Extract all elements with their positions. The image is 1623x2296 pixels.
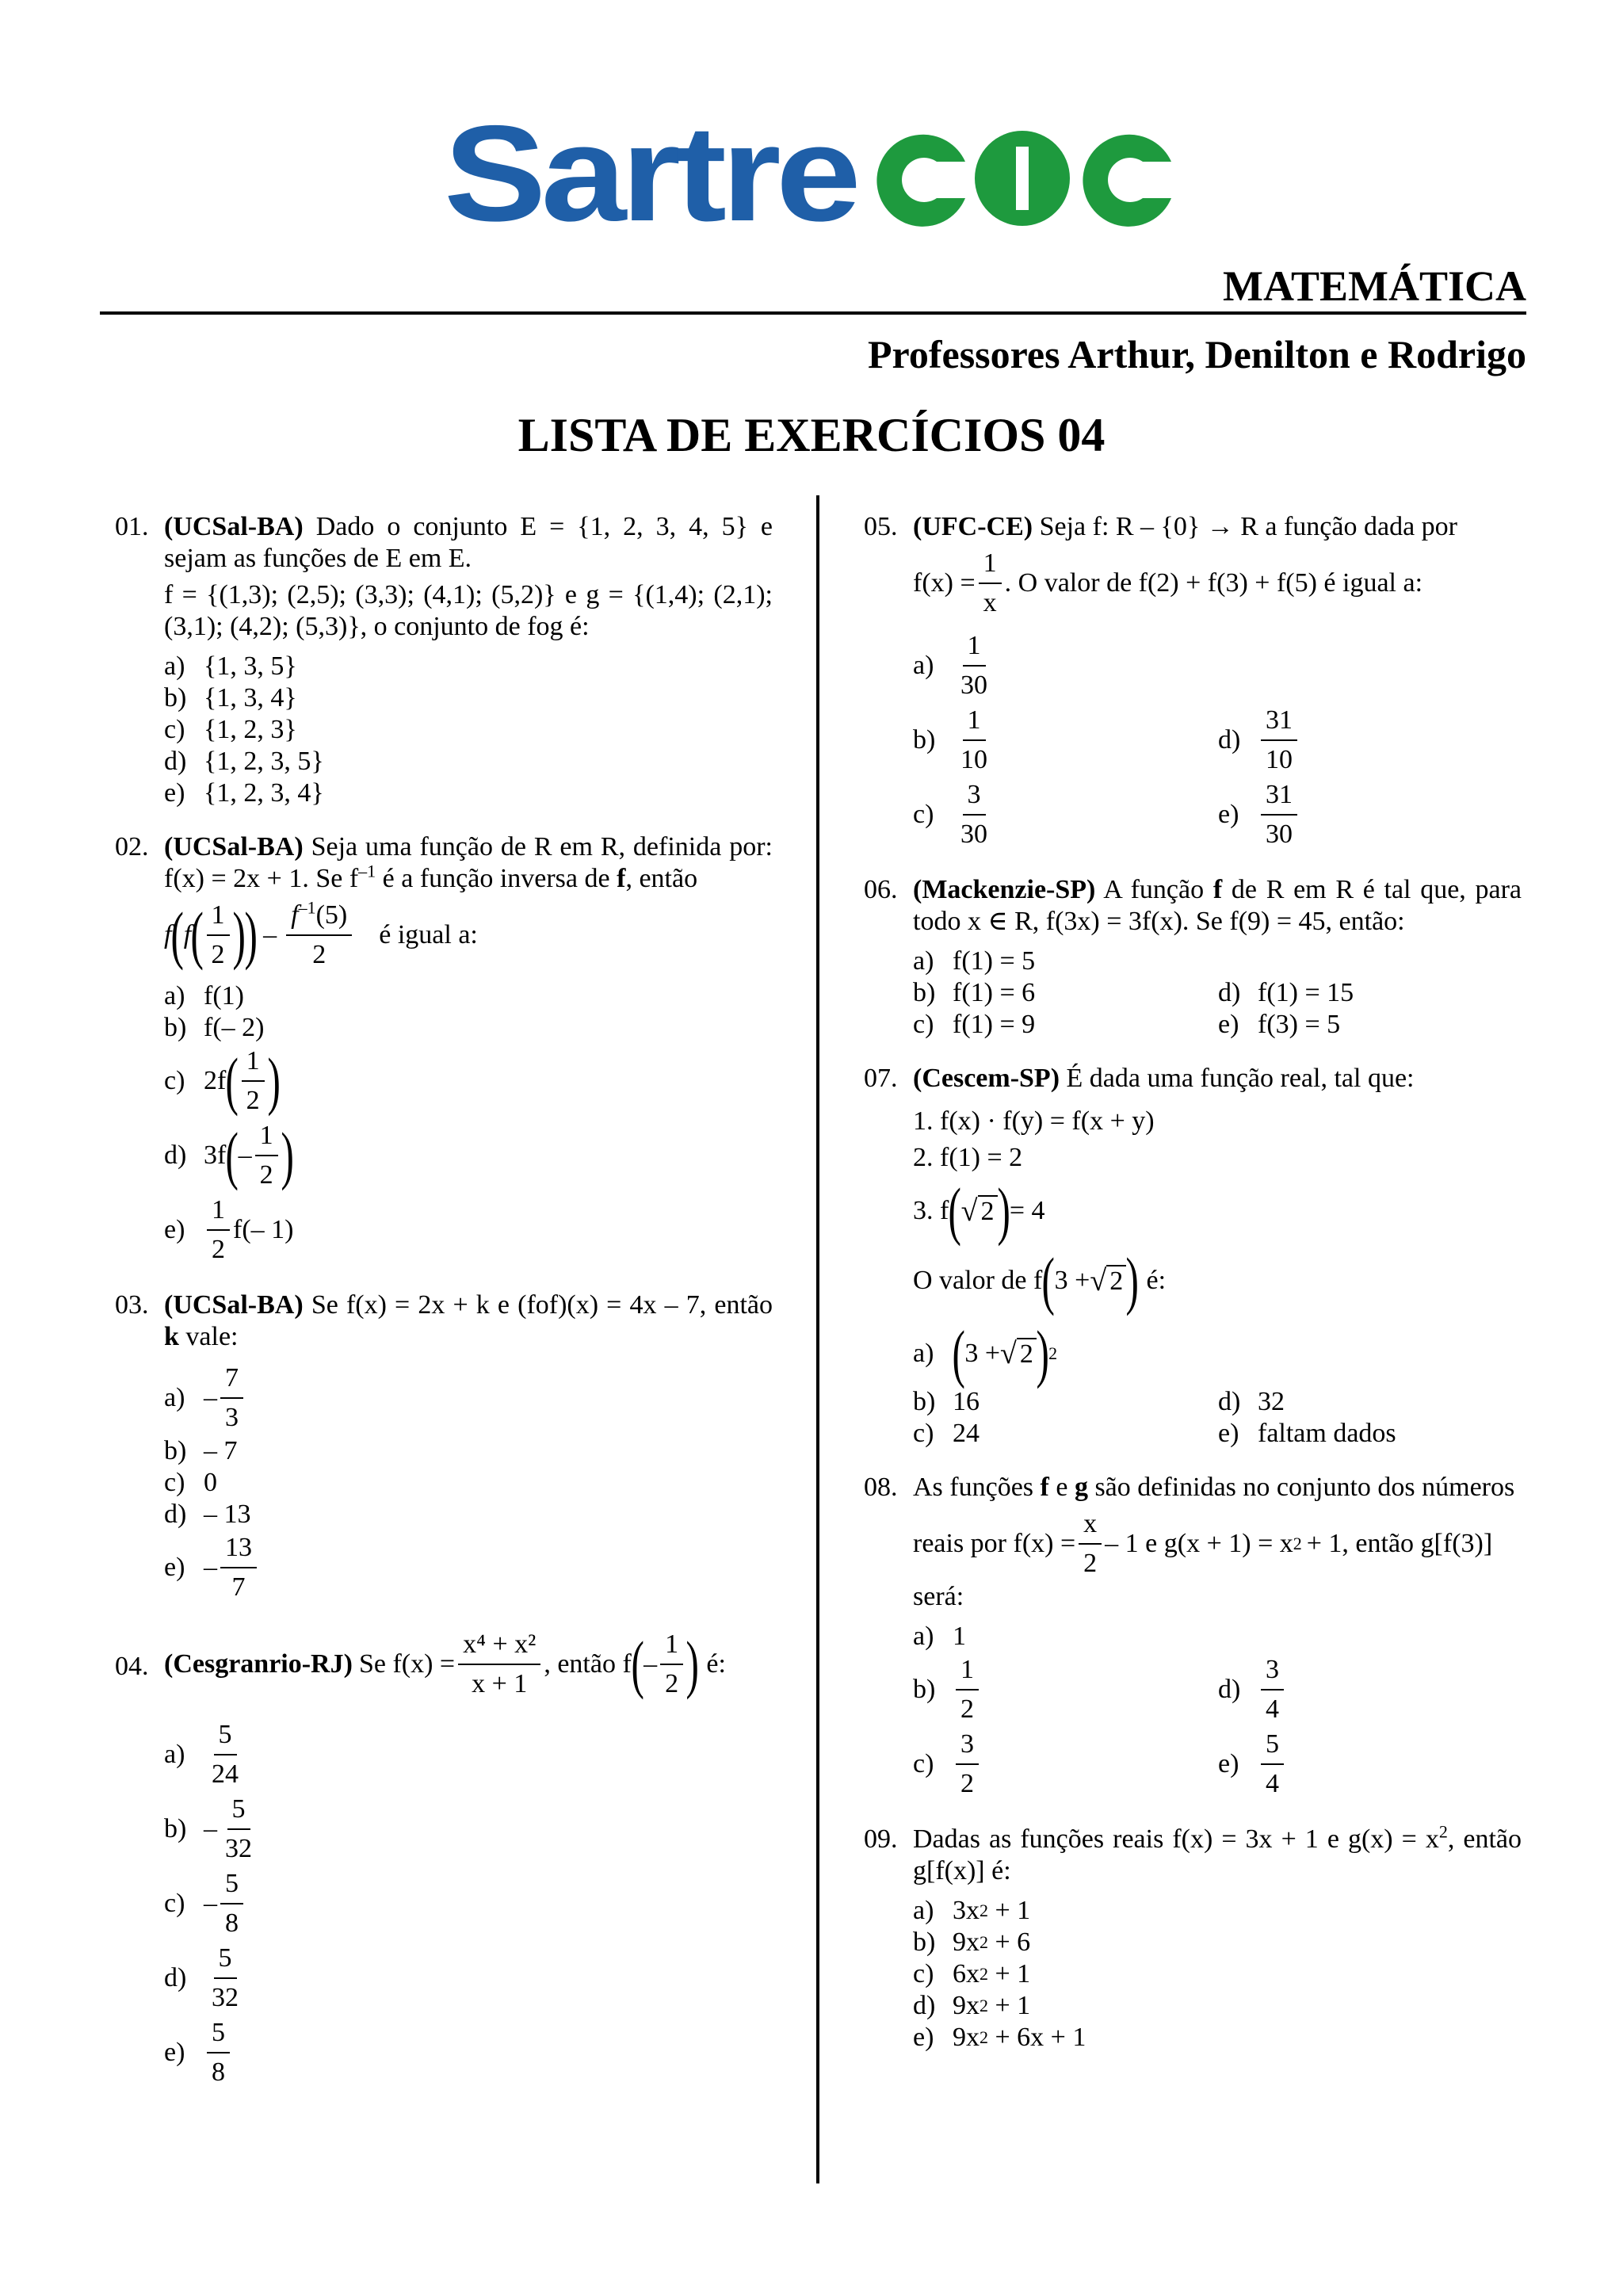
option-e: e) faltam dados [1218,1419,1396,1448]
option-b: b) {1, 3, 4} [164,683,297,712]
option-c: c) 6x 2 + 1 [913,1959,1031,1988]
question-08: 08. As funções f e g são definidas no conjunto dos números reais por f(x) = $\frac{x}{2}$ – 1 e g(x + 1) = x 2 + 1, então g[f(3)] será: a) 1 b) 1 2 d) 3 4 c) 3 2 e) 5 4 [864,1472,1522,1801]
question-06: 06. (Mackenzie-SP) A função f de R em R é tal que, para todo x ∈ R, f(3x) = 3f(x). Se f(9) = 45, então: a) f(1) = 5 b) f(1) = 6 d) f(1) = 15 c) f(1) = 9 e) f(3) = 5 [864,875,1522,1039]
options-list [164,1717,773,2090]
question-number: 02. [115,832,149,861]
question-03: 03. (UCSal-BA) Se f(x) = 2x + k e (fof)(x) = 4x – 7, então k vale: a) – 7 3 b) – 7 c) 0 d) – 13 e) – 13 7 [115,1289,773,1605]
options-list [164,651,773,809]
option-a: a) 5 24 [164,1717,773,1792]
option-a: a) 3x 2 + 1 [913,1896,1031,1925]
option-a: a) 1 [913,1622,966,1651]
option-c: c) {1, 2, 3} [164,715,297,744]
option-d: d) 31 10 [1218,703,1523,777]
option-b: b) 1 2 [913,1652,1218,1727]
option-a: a) {1, 3, 5} [164,651,297,681]
option-c: c) 3 30 [913,777,1218,852]
composite-expression: f ( f ( 1 2 ) ) – $f^{-1}(5)$ 2 é igual a: [164,897,478,971]
option-c: c) – 5 8 [164,1866,773,1941]
question-source: (Cesgranrio-RJ) [164,1649,353,1679]
question-number: 04. [115,1652,149,1681]
option-b: b) – 5 32 [164,1792,773,1866]
option-a: a) ( 3 + √ 2 ) 2 [913,1317,1058,1389]
sartre-coc-logo [444,119,1189,238]
option-c: c) 24 [913,1419,980,1448]
question-source: (UCSal-BA) [164,1290,304,1320]
option-b: b) f(– 2) [164,1013,265,1042]
option-e: e) 1 2 f(– 1) [164,1193,773,1267]
question-09: 09. Dadas as funções reais f(x) = 3x + 1 e $g(x) = x^2$, então g[f(x)] é: a) 3x 2 + 1 b) 9x 2 + 6 c) 6x 2 + 1 d) 9x 2 + 1 e) 9x 2 + 6x + 1 [864,1821,1522,2052]
option-d: d) 9x 2 + 1 [913,1991,1031,2020]
options-list [913,946,1522,1041]
option-c: c) f(1) = 9 [913,1010,1036,1039]
question-05: 05. (UFC-CE) Seja f: R – {0} → R a função dada por f(x) = $\frac{1}{x}$ . O valor de f(2) + f(3) + f(5) é igual a: a) 1 30 b) 1 10 d) 31 10 c) 3 30 e) 31 30 [864,511,1522,852]
option-e: e) 5 8 [164,2015,773,2090]
options-list [164,1361,773,1605]
question-number: 01. [115,512,149,541]
question-number: 05. [864,512,898,541]
teachers-line: Professores Arthur, Denilton e Rodrigo [868,332,1526,376]
question-source: (Cescem-SP) [913,1064,1060,1093]
question-source: (UCSal-BA) [164,512,304,541]
question-source: (UFC-CE) [913,512,1033,541]
svg-text:Sartre: Sartre [444,119,857,238]
option-d: d) 32 [1218,1387,1285,1416]
option-e: e) 9x 2 + 6x + 1 [913,2023,1086,2052]
question-02: 02. (UCSal-BA) Seja uma função de R em R, definida por: f(x) = 2x + 1. Se $f^{-1}$ é a função inversa de f, então f ( f ( 1 2 ) ) – $f^{-1}(5)$ 2 é igual a: a) f(1) b) f(– 2) c) 2f ( 1 2 ) d) 3f ( – 1 2 ) e) 1 2 f(– 1) [115,831,773,1267]
option-b: b) f(1) = 6 [913,978,1036,1007]
page-title: LISTA DE EXERCÍCIOS 04 [517,409,1106,461]
option-e: e) 31 30 [1218,777,1523,852]
header-rule [100,311,1526,315]
question-source: (Mackenzie-SP) [913,875,1096,904]
question-number: 08. [864,1473,898,1502]
option-b: b) – 7 [164,1436,238,1465]
option-d: d) {1, 2, 3, 5} [164,747,324,776]
option-b: b) 9x 2 + 6 [913,1927,1031,1957]
question-number: 09. [864,1824,898,1854]
question-01 [115,511,773,809]
options-list [913,1895,1522,2053]
option-d: d) – 13 [164,1499,251,1529]
option-e: e) 5 4 [1218,1727,1523,1801]
column-divider [816,495,819,2183]
question-number: 07. [864,1064,898,1093]
value-prompt: O valor de f ( 3 + √ 2 ) é: [913,1244,1167,1316]
option-a: a) f(1) = 5 [913,946,1036,976]
condition-3: 3. f ( √ 2 ) = 4 [913,1175,1045,1247]
condition-2: 2. f(1) = 2 [913,1143,1023,1172]
option-e: e) – 13 7 [164,1530,773,1605]
question-number: 06. [864,875,898,904]
left-column [115,511,773,2090]
option-d: d) f(1) = 15 [1218,978,1354,1007]
options-list [913,1621,1522,1801]
option-c: c) 2f ( 1 2 ) [164,1045,281,1117]
option-d: d) 3f ( – 1 2 ) [164,1119,294,1191]
question-text: Dado o conjunto E = {1, 2, 3, 4, 5} e sejam as funções de E em E. [164,512,773,573]
option-d: d) 5 32 [164,1941,773,2015]
question-07: 07. (Cescem-SP) É dada uma função real, tal que: 1. f(x) · f(y) = f(x + y) 2. f(1) = 2 3. f ( √ 2 ) = 4 O valor de f ( 3 + √ 2 ) é: a) ( 3 + √ 2 ) 2 b) 16 d) 32 c) 24 e) faltam dados [864,1063,1522,1450]
question-number: 03. [115,1290,149,1320]
subject-heading: MATEMÁTICA [1223,262,1526,310]
options-list [913,628,1522,852]
option-a: a) – 7 3 [164,1361,773,1435]
coc-mark [876,131,1171,227]
option-e: e) {1, 2, 3, 4} [164,778,324,808]
option-b: b) 16 [913,1387,980,1416]
question-04: 04. (Cesgranrio-RJ) Se f(x) = $\frac{\text{x⁴ + x²}}{x + 1}$ , então f ( – 1 2 ) é: a) 5 24 b) – 5 32 c) – 5 8 d) 5 32 e) 5 8 [115,1627,773,2090]
option-e: e) f(3) = 5 [1218,1010,1341,1039]
option-b: b) 1 10 [913,703,1218,777]
condition-1: 1. f(x) · f(y) = f(x + y) [913,1106,1155,1136]
options-list [164,980,773,1267]
option-c: c) 0 [164,1468,217,1497]
option-c: c) 3 2 [913,1727,1218,1801]
question-source: (UCSal-BA) [164,832,304,861]
option-d: d) 3 4 [1218,1652,1523,1727]
option-a: a) f(1) [164,981,244,1010]
question-text-2: f = {(1,3); (2,5); (3,3); (4,1); (5,2)} e g = {(1,4); (2,1); (3,1); (4,2); (5,3)}, o conjunto de fog é: [164,580,773,641]
options-list [913,1317,1522,1450]
right-column [864,511,1522,2053]
option-a: a) 1 30 [913,628,1522,703]
